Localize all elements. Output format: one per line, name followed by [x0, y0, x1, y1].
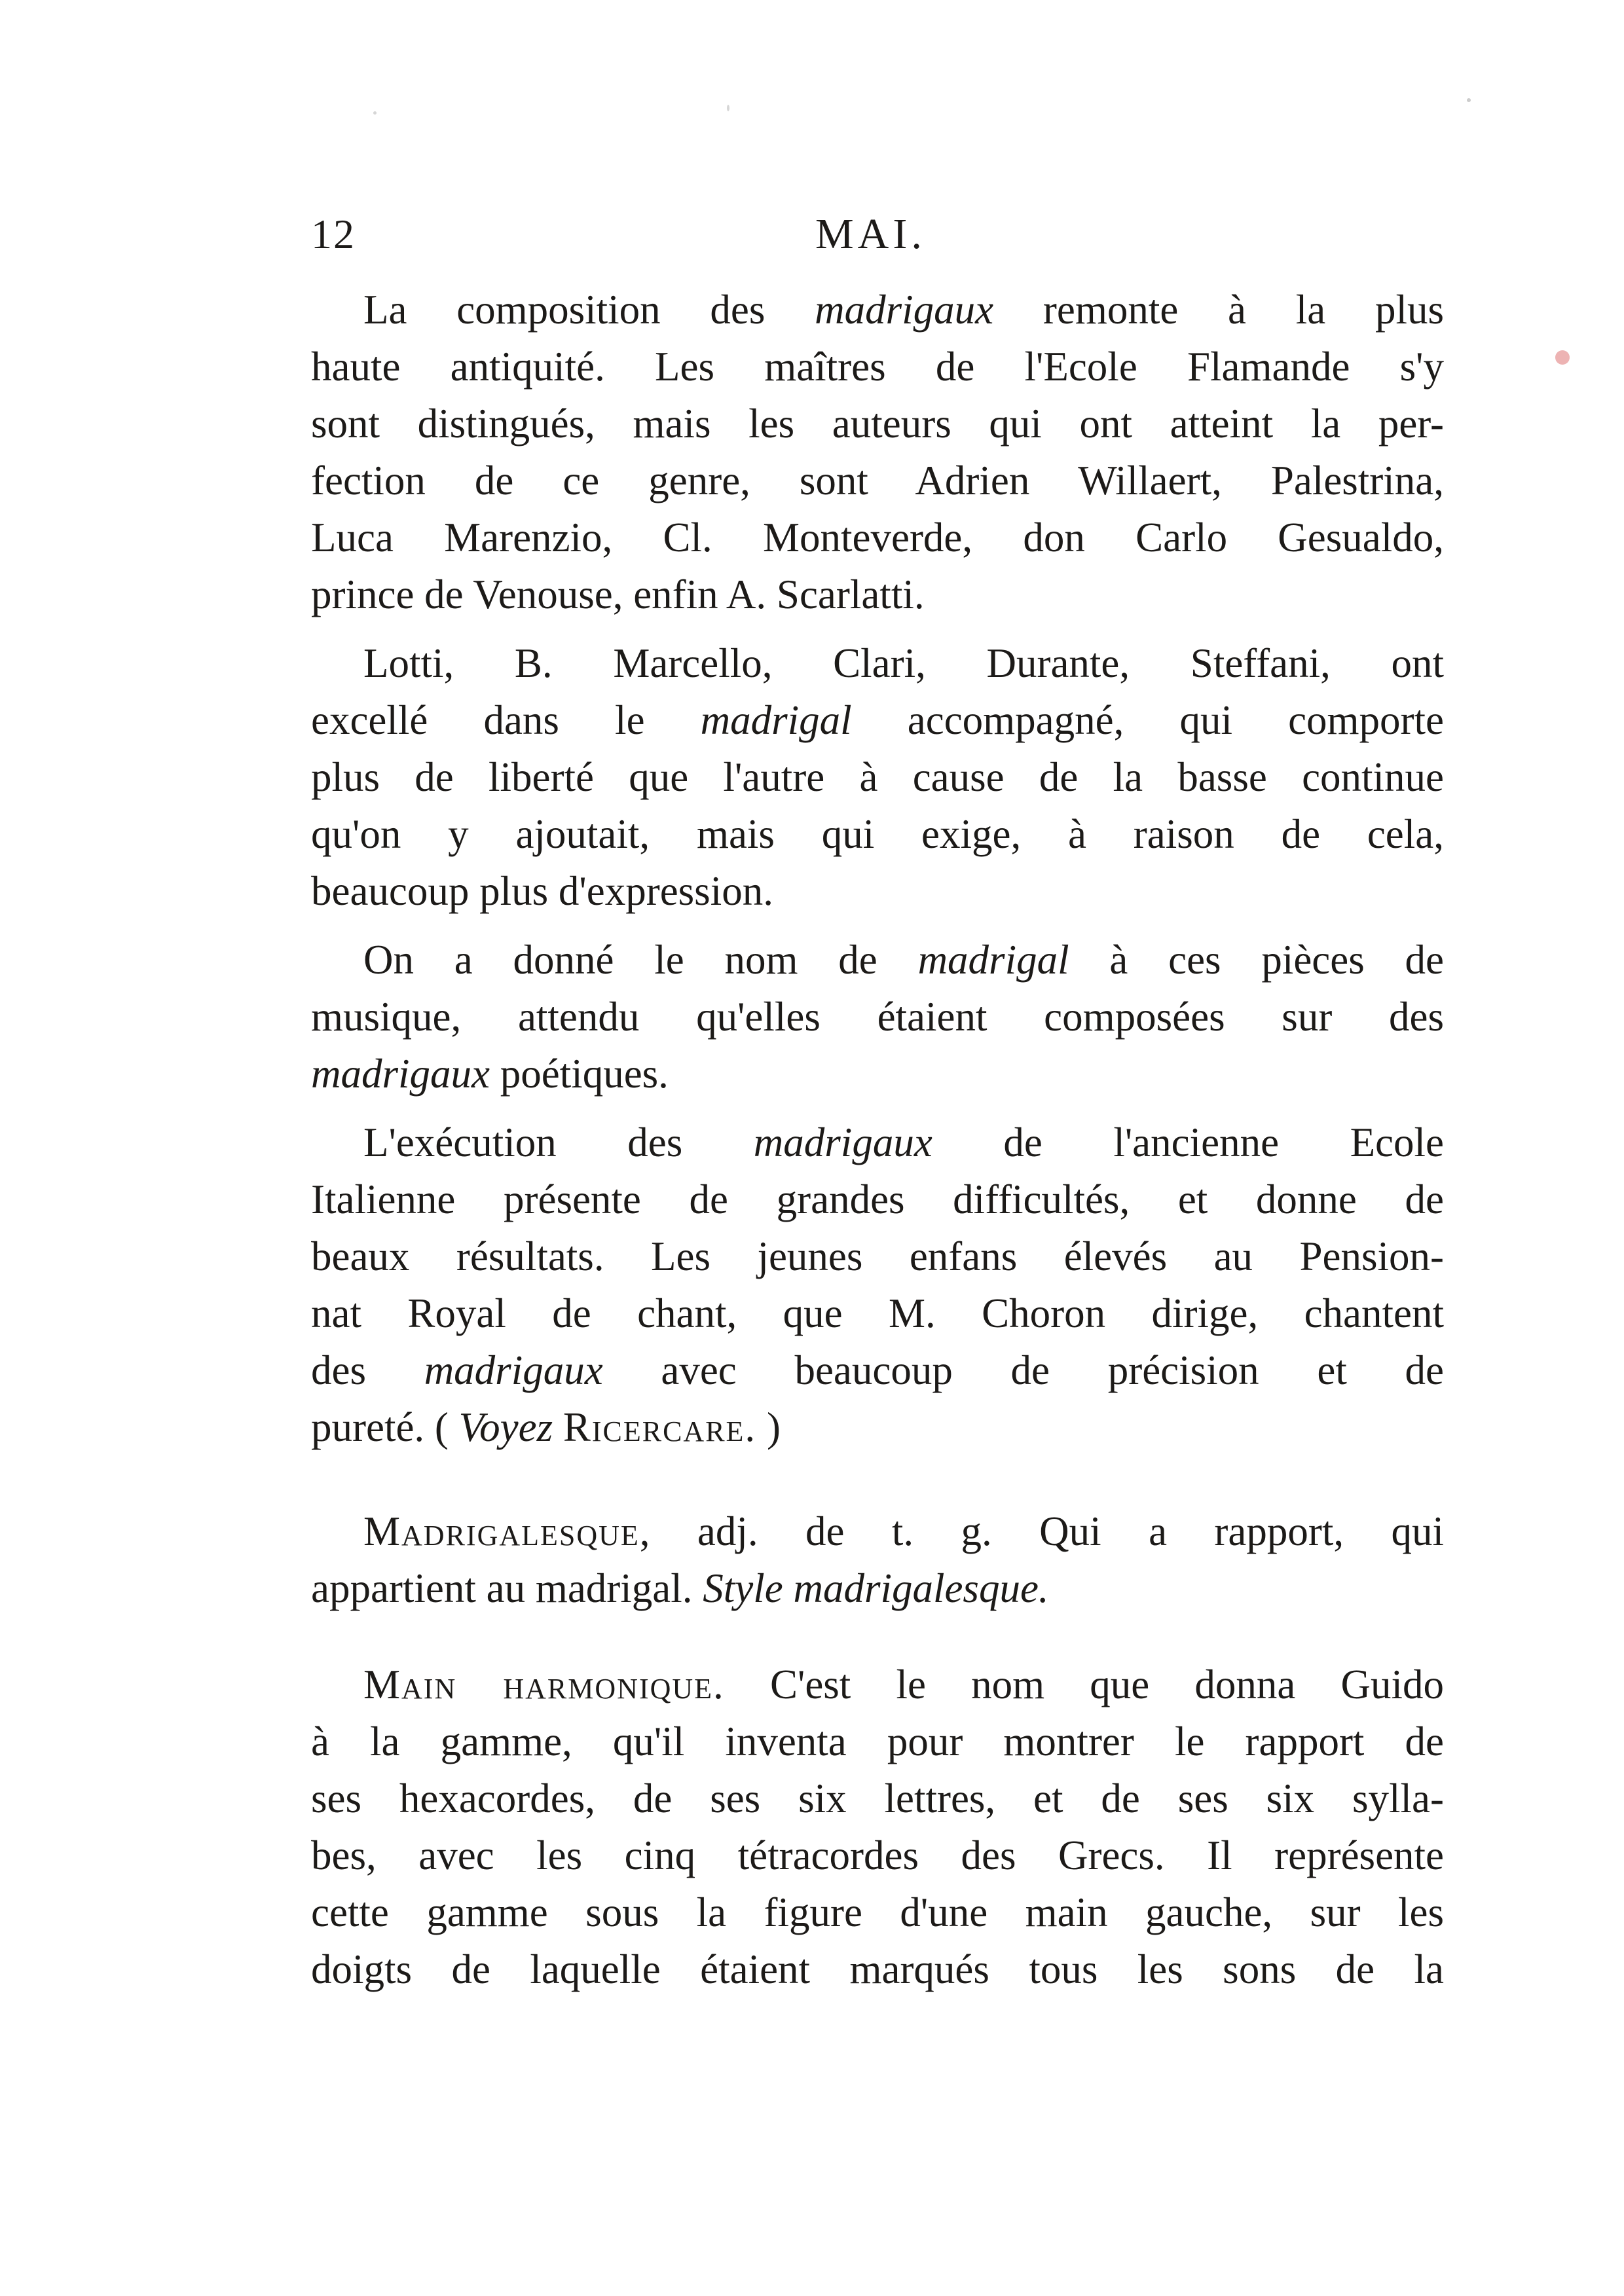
text-line: fection de ce genre, sont Adrien Willaert, Palestrina, [311, 458, 1444, 503]
ink-speck [1555, 350, 1570, 365]
text-line: Madrigalesque, adj. de t. g. Qui a rapport, qui [363, 1508, 1444, 1554]
text-line: Luca Marenzio, Cl. Monteverde, don Carlo Gesualdo, [311, 515, 1444, 560]
italic-text: madrigaux [815, 287, 994, 333]
text-line: madrigaux poétiques. [311, 1051, 669, 1097]
text-line: nat Royal de chant, que M. Choron dirige, chantent [311, 1290, 1444, 1336]
text-line: prince de Venouse, enfin A. Scarlatti. [311, 572, 925, 617]
italic-text: madrigal [917, 937, 1069, 983]
text-line: cette gamme sous la figure d'une main gauche, sur les [311, 1889, 1444, 1935]
text-line: Main harmonique. C'est le nom que donna Guido [363, 1662, 1445, 1707]
running-head: MAI. [815, 210, 926, 258]
text-line: Lotti, B. Marcello, Clari, Durante, Steffani, ont [363, 640, 1444, 686]
page-header [311, 208, 1444, 261]
paragraph-madrigaux-origin [311, 282, 1444, 623]
small-caps-text: Madrigalesque [363, 1508, 640, 1554]
text-line: pureté. ( Voyez Ricercare. ) [311, 1404, 781, 1450]
page-number: 12 [311, 211, 356, 257]
text-line: ses hexacordes, de ses six lettres, et de ses six sylla- [311, 1776, 1444, 1821]
paragraph-madrigaux-execution [311, 1114, 1444, 1456]
text-line: bes, avec les cinq tétracordes des Grecs. Il représente [311, 1832, 1444, 1878]
italic-text: madrigaux [424, 1347, 603, 1393]
text-line: doigts de laquelle étaient marqués tous les sons de la [311, 1946, 1444, 1992]
text-line: des madrigaux avec beaucoup de précision et de [311, 1347, 1444, 1393]
text-line: beaux résultats. Les jeunes enfans élevés au Pension- [311, 1233, 1444, 1279]
small-caps-text: Ricercare. [563, 1404, 757, 1450]
text-line: haute antiquité. Les maîtres de l'Ecole Flamande s'y [311, 344, 1444, 390]
italic-text: madrigal [700, 697, 852, 743]
text-line: plus de liberté que l'autre à cause de la basse continue [311, 754, 1444, 800]
paragraph-madrigal-accompagne [311, 635, 1444, 920]
small-caps-text: Main harmonique. [363, 1662, 725, 1707]
text-line: Italienne présente de grandes difficultés, et donne de [311, 1176, 1444, 1222]
paragraph-madrigal-name [311, 932, 1444, 1102]
italic-text: Style madrigalesque. [703, 1565, 1049, 1611]
text-line: qu'on y ajoutait, mais qui exige, à raison de cela, [311, 811, 1444, 857]
text-line: à la gamme, qu'il inventa pour montrer le rapport de [311, 1719, 1444, 1764]
text-line: excellé dans le madrigal accompagné, qui comporte [311, 697, 1444, 743]
text-line: La composition des madrigaux remonte à la plus [363, 287, 1444, 333]
text-block [311, 282, 1444, 1998]
ink-speck [373, 111, 377, 115]
text-line: sont distingués, mais les auteurs qui ont atteint la per- [311, 401, 1444, 446]
text-line: On a donné le nom de madrigal à ces pièces de [363, 937, 1444, 983]
italic-text: madrigaux [311, 1051, 490, 1097]
ink-speck [727, 105, 729, 111]
entry-main-harmonique [311, 1656, 1444, 1998]
text-line: musique, attendu qu'elles étaient composées sur des [311, 994, 1444, 1040]
text-line: L'exécution des madrigaux de l'ancienne Ecole [363, 1120, 1444, 1165]
entry-madrigalesque [311, 1503, 1444, 1617]
text-line: appartient au madrigal. Style madrigalesque. [311, 1565, 1049, 1611]
italic-text: madrigaux [753, 1120, 932, 1165]
ink-speck [1467, 98, 1471, 102]
text-line: beaucoup plus d'expression. [311, 868, 773, 914]
italic-text: Voyez [458, 1404, 553, 1450]
